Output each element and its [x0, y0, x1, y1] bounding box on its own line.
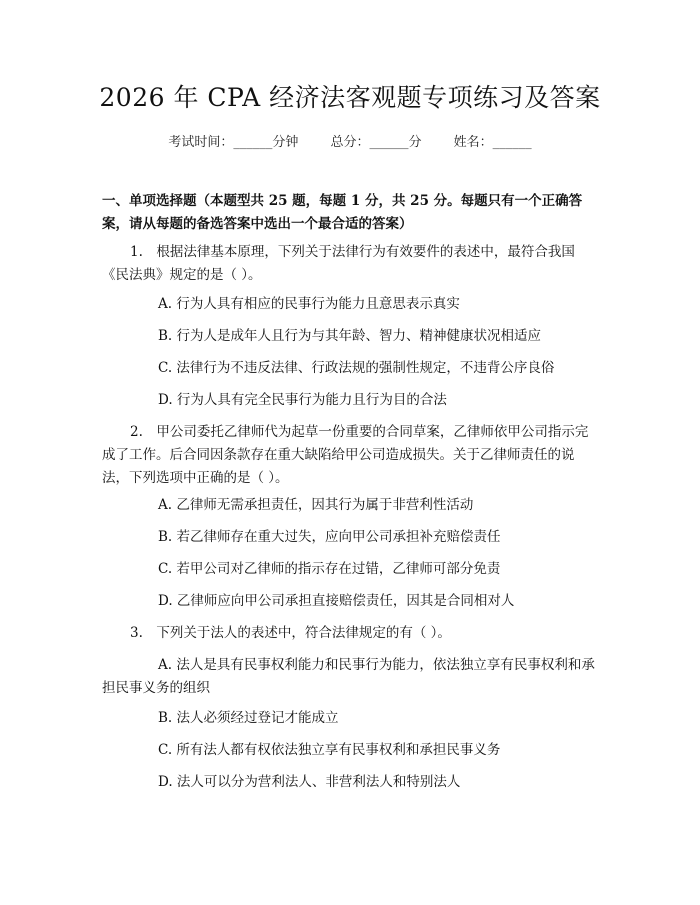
question-3-stem: 3. 下列关于法人的表述中，符合法律规定的有（ ）。	[130, 625, 451, 641]
question-3-option-d: D. 法人可以分为营利法人、非营利法人和特别法人	[158, 774, 461, 790]
question-2-option-c: C. 若甲公司对乙律师的指示存在过错，乙律师可部分免责	[158, 561, 501, 577]
question-2-option-b: B. 若乙律师存在重大过失，应向甲公司承担补充赔偿责任	[158, 529, 501, 545]
document-title: 2026 年 CPA 经济法客观题专项练习及答案	[99, 83, 601, 112]
question-1-stem: 1. 根据法律基本原理，下列关于法律行为有效要件的表述中，最符合我国《民法典》规定的是（ ）。	[102, 244, 575, 283]
question-2-option-d: D. 乙律师应向甲公司承担直接赔偿责任，因其是合同相对人	[158, 593, 515, 609]
exam-meta	[0, 131, 700, 150]
question-1-option-a: A. 行为人具有相应的民事行为能力且意思表示真实	[158, 296, 460, 312]
question-1-option-b: B. 行为人是成年人且行为与其年龄、智力、精神健康状况相适应	[158, 328, 542, 344]
exam-score: 总分：______分	[330, 135, 422, 150]
question-2-stem: 2. 甲公司委托乙律师代为起草一份重要的合同草案，乙律师依甲公司指示完成了工作。后合同因条款存在重大缺陷给甲公司造成损失。关于乙律师责任的说法，下列选项中正确的是（ ）。	[102, 424, 589, 486]
question-3-option-b: B. 法人必须经过登记才能成立	[158, 710, 339, 726]
section-heading: 一、单项选择题（本题型共 25 题，每题 1 分，共 25 分。每题只有一个正确答案，请从每题的备选答案中选出一个最合适的答案）	[102, 193, 583, 232]
question-1-option-d: D. 行为人具有完全民事行为能力且行为目的合法	[158, 392, 447, 408]
exam-name: 姓名：______	[453, 135, 532, 150]
question-2-option-a: A. 乙律师无需承担责任，因其行为属于非营利性活动	[158, 497, 474, 513]
question-3-option-a: A. 法人是具有民事权利能力和民事行为能力，依法独立享有民事权利和承担民事义务的组织	[102, 657, 595, 696]
question-1-option-c: C. 法律行为不违反法律、行政法规的强制性规定，不违背公序良俗	[158, 360, 555, 376]
exam-time: 考试时间：______分钟	[168, 135, 299, 150]
question-3-option-c: C. 所有法人都有权依法独立享有民事权利和承担民事义务	[158, 742, 501, 758]
